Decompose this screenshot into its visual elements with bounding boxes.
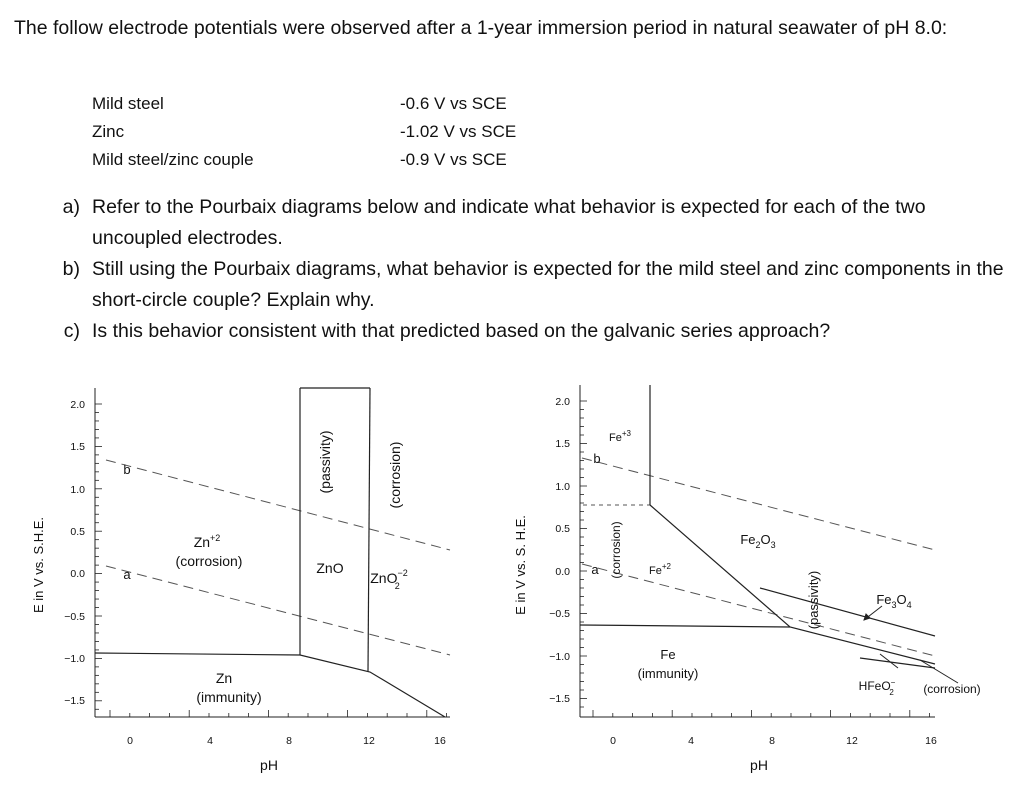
hematite-subscript: 2 (755, 540, 761, 550)
zinc-immunity-boundary (95, 653, 445, 717)
zinc-pourbaix-diagram (31, 388, 450, 773)
zinc-x-tick-label: 8 (286, 735, 292, 747)
magnetite-element-o: O (896, 592, 907, 607)
zinc-y-tick-label: −1.5 (64, 695, 85, 707)
intro-text: The follow electrode potentials were observed after a 1-year immersion period in natural seawater of pH 8.0: (14, 17, 948, 39)
iron-axes (580, 385, 935, 717)
zinc-y-tick-label: 0.5 (70, 526, 85, 538)
ferric-ion-charge: +3 (621, 429, 631, 438)
zincate-label (370, 568, 408, 591)
zinc-y-tick-label: 2.0 (70, 399, 85, 411)
corrosion-arrow (920, 660, 958, 683)
iron-y-minor-ticks (580, 401, 587, 707)
iron-immunity-note: (immunity) (637, 666, 699, 681)
iron-x-tick-label: 16 (925, 735, 937, 747)
iron-x-axis-label: pH (750, 757, 768, 773)
zincate-species: ZnO (370, 570, 398, 586)
ferrous-ion-charge: +2 (661, 562, 671, 571)
zinc-axes (95, 388, 450, 717)
iron-corrosion-left-label: (corrosion) (609, 521, 623, 579)
zinc-corrosion-note: (corrosion) (175, 553, 243, 569)
hematite-element-o: O (760, 532, 771, 547)
iron-y-tick-label: −1.0 (549, 651, 570, 663)
zinc-immunity-note: (immunity) (196, 689, 262, 705)
magnetite-label (876, 592, 911, 610)
arrowhead (864, 614, 870, 620)
observation-name: Mild steel/zinc couple (92, 150, 254, 169)
iron-passivity-label: (passivity) (806, 570, 821, 630)
question-text: Still using the Pourbaix diagrams, what behavior is expected for the mild steel and zinc components in the short-circle couple? Explain why. (92, 258, 1004, 311)
hematite-element-fe: Fe (740, 532, 756, 547)
zinc-y-minor-ticks (95, 404, 102, 709)
iron-y-tick-label: −0.5 (549, 608, 570, 620)
question-text: Is this behavior consistent with that predicted based on the galvanic series approach? (92, 320, 831, 342)
zinc-x-axis-label: pH (260, 757, 278, 773)
iron-y-tick-label: 1.0 (555, 481, 570, 493)
zinc-ion-charge: +2 (210, 533, 221, 543)
iron-phase-boundaries (580, 385, 935, 668)
zinc-y-tick-label: −0.5 (64, 611, 85, 623)
observation-value: -0.6 V vs SCE (400, 94, 507, 113)
iron-y-tick-label: 0.0 (555, 566, 570, 578)
iron-line-b-label: b (593, 451, 601, 466)
iron-y-axis-label: E in V vs. S. H.E. (513, 515, 528, 615)
zinc-x-tick-label: 16 (434, 735, 446, 747)
ferrous-ion-label (649, 562, 672, 577)
zinc-x-tick-label: 12 (363, 735, 375, 747)
ferrous-ion-species: Fe (649, 565, 662, 577)
zinc-ion-label (194, 533, 221, 550)
magnetite-subscript: 3 (891, 600, 897, 610)
iron-y-tick-label: 2.0 (555, 396, 570, 408)
zinc-line-b-label: b (123, 462, 131, 477)
zinc-y-axis-label: E in V vs. S.H.E. (31, 516, 46, 614)
question-marker: c) (63, 320, 80, 342)
zinc-metal-label: Zn (215, 670, 233, 686)
bihypoferrite-label (859, 678, 896, 697)
zinc-line-a (106, 566, 450, 655)
iron-y-tick-label: 1.5 (555, 438, 570, 450)
bihypoferrite-charge: − (890, 678, 896, 687)
zinc-ion-species: Zn (193, 534, 211, 550)
zinc-y-tick-label: 1.0 (70, 484, 85, 496)
iron-metal-label: Fe (660, 647, 676, 662)
iron-line-a (582, 564, 935, 656)
iron-y-tick-label: −1.5 (549, 693, 570, 705)
magnetite-element-fe: Fe (876, 592, 892, 607)
iron-x-tick-label: 8 (769, 735, 775, 747)
zinc-y-tick-label: 0.0 (70, 568, 85, 580)
zinc-corrosion-label: (corrosion) (387, 441, 403, 509)
zinc-x-minor-ticks (110, 710, 447, 717)
iron-annotation-arrows (864, 606, 958, 683)
observation-name: Mild steel (92, 94, 164, 113)
question-text: Refer to the Pourbaix diagrams below and indicate what behavior is expected for each of the two uncoupled electrodes. (92, 196, 926, 249)
zincate-charge: −2 (397, 568, 408, 578)
iron-x-tick-label: 12 (846, 735, 858, 747)
zinc-boundary-line (368, 388, 370, 672)
zinc-phase-boundaries (95, 388, 445, 717)
bihypoferrite-subscript: 2 (889, 688, 894, 697)
zinc-passivity-label: (passivity) (317, 430, 333, 494)
zinc-x-tick-label: 4 (207, 735, 213, 747)
iron-x-minor-ticks (593, 710, 930, 717)
iron-x-tick-label: 0 (610, 735, 616, 747)
zinc-y-tick-label: −1.0 (64, 653, 85, 665)
iron-boundary-line (860, 658, 935, 668)
zinc-x-tick-label: 0 (127, 735, 133, 747)
observation-value: -0.9 V vs SCE (400, 150, 507, 169)
question-marker: b) (62, 258, 80, 280)
zinc-line-a-label: a (123, 567, 131, 582)
observation-name: Zinc (92, 122, 125, 141)
question-marker: a) (62, 196, 80, 218)
ferric-ion-species: Fe (609, 432, 622, 444)
iron-line-b (582, 458, 935, 550)
hematite-label (740, 532, 775, 550)
bihypoferrite-species: HFeO (858, 679, 891, 693)
iron-boundary-line (650, 505, 935, 664)
iron-pourbaix-diagram (513, 385, 981, 773)
ferric-ion-label (609, 429, 632, 444)
iron-boundary-line (580, 625, 790, 627)
hematite-subscript: 3 (770, 540, 776, 550)
iron-y-tick-label: 0.5 (555, 523, 570, 535)
iron-boundary-line (760, 588, 935, 636)
observation-value: -1.02 V vs SCE (400, 122, 517, 141)
iron-line-a-label: a (591, 562, 599, 577)
iron-corrosion-right-label: (corrosion) (923, 682, 981, 696)
iron-x-tick-label: 4 (688, 735, 694, 747)
zno-label: ZnO (316, 560, 344, 576)
magnetite-subscript: 4 (906, 600, 912, 610)
zinc-y-tick-label: 1.5 (70, 441, 85, 453)
zincate-subscript: 2 (394, 581, 400, 591)
